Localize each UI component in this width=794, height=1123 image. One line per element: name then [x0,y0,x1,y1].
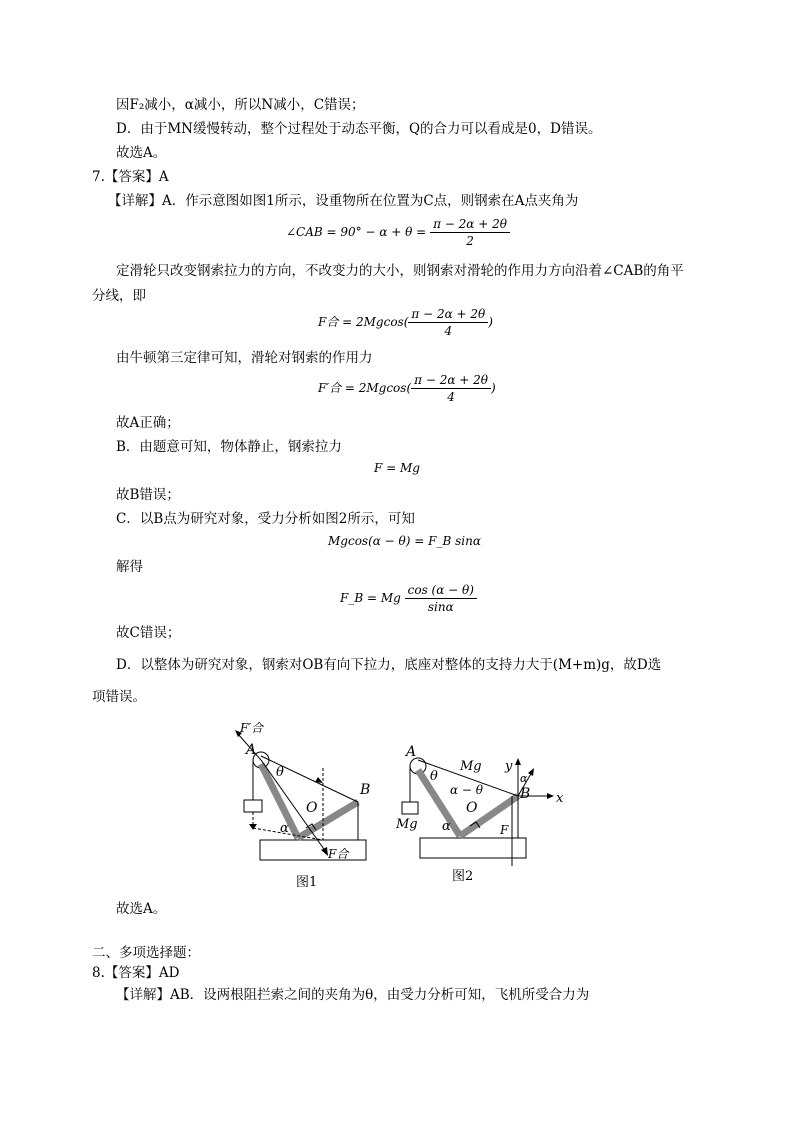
fig1-label-a: A [246,742,257,758]
text-line-20: 【详解】AB．设两根阻拦索之间的夹角为θ，由受力分析可知，飞机所受合力为 [116,987,590,1003]
fig2-label-a: A [406,744,417,760]
fig1-caption: 图1 [296,875,318,890]
text-line-15: D．以整体为研究对象，钢索对OB有向下拉力，底座对整体的支持力大于(M+m)g，故D选 [116,657,662,673]
fig1-theta: θ [276,765,284,780]
text-line-5: 【详解】A．作示意图如图1所示，设重物所在位置为C点，则钢索在A点夹角为 [108,193,579,209]
fig2-alpha: α [442,819,451,834]
base-block [260,840,366,860]
fig1-label-b: B [360,782,371,798]
text-line-12: C．以B点为研究对象，受力分析如图2所示，可知 [116,511,415,527]
fig2-alpha-minus-theta: α − θ [450,783,484,797]
text-line-16: 项错误。 [92,689,146,705]
weight-block [402,802,418,814]
fig2-theta: θ [430,769,438,784]
fig2-f: F [500,823,509,837]
fig1-label-o: O [306,800,318,816]
equation-angle-cab: ∠CAB = 90° − α + θ = $\frac{\pi - 2\alpha + 2\theta}{2}$ [286,216,510,249]
section-heading: 二、多项选择题： [92,945,200,961]
text-line-6: 定滑轮只改变钢索拉力的方向，不改变力的大小，则钢索对滑轮的作用力方向沿着∠CAB的角平 [116,263,684,279]
text-line-3: 故选A。 [116,145,167,161]
answer-7: 7.【答案】A [92,169,169,185]
fig2-alpha-small: α [520,772,528,785]
fig2-label-o: O [466,800,478,816]
fig2-y: y [505,759,513,774]
text-line-9: 故A正确； [116,415,180,431]
fig1-f-label: F合 [328,847,349,861]
answer-8: 8.【答案】AD [92,965,180,981]
fig2-x: x [556,791,564,806]
fig2-mg-top: Mg [460,759,482,774]
weight-block [244,800,262,812]
base-block [420,838,526,858]
text-line-8: 由牛顿第三定律可知，滑轮对钢索的作用力 [116,350,373,366]
fig2-caption: 图2 [452,869,474,884]
text-line-7: 分线，即 [92,288,146,304]
equation-f-he: F合 = 2Mgcos( $\frac{\pi - 2\alpha + 2\theta}{4}$ ) [318,307,493,338]
text-line-14: 故C错误； [116,625,181,641]
text-line-1: 因F₂减小，α减小，所以N减小，C错误； [116,97,365,113]
figure-1 [228,716,378,892]
text-line-17: 故选A。 [116,901,167,917]
text-line-10: B．由题意可知，物体静止，钢索拉力 [116,439,342,455]
equation-balance: Mgcos(α − θ) = F_B sinα [328,534,481,548]
equation-f-mg: F = Mg [374,461,420,475]
fig1-alpha: α [280,821,289,836]
equation-fb: F_B = Mg $\frac{\cos (\alpha - \theta)}{\sin\alpha}$ [340,582,477,615]
fig2-label-b: B [520,786,531,802]
text-line-2: D．由于MN缓慢转动，整个过程处于动态平衡，Q的合力可以看成是0，D错误。 [116,121,602,137]
fig2-mg-left: Mg [396,817,418,832]
text-line-13: 解得 [116,559,143,575]
text-line-11: 故B错误； [116,487,180,503]
figure-2 [390,740,570,890]
fig1-fprime-label: F′合 [240,721,264,735]
equation-f-he-prime: F′合 = 2Mgcos( $\frac{\pi - 2\alpha + 2\theta}{4}$ ) [318,373,496,404]
